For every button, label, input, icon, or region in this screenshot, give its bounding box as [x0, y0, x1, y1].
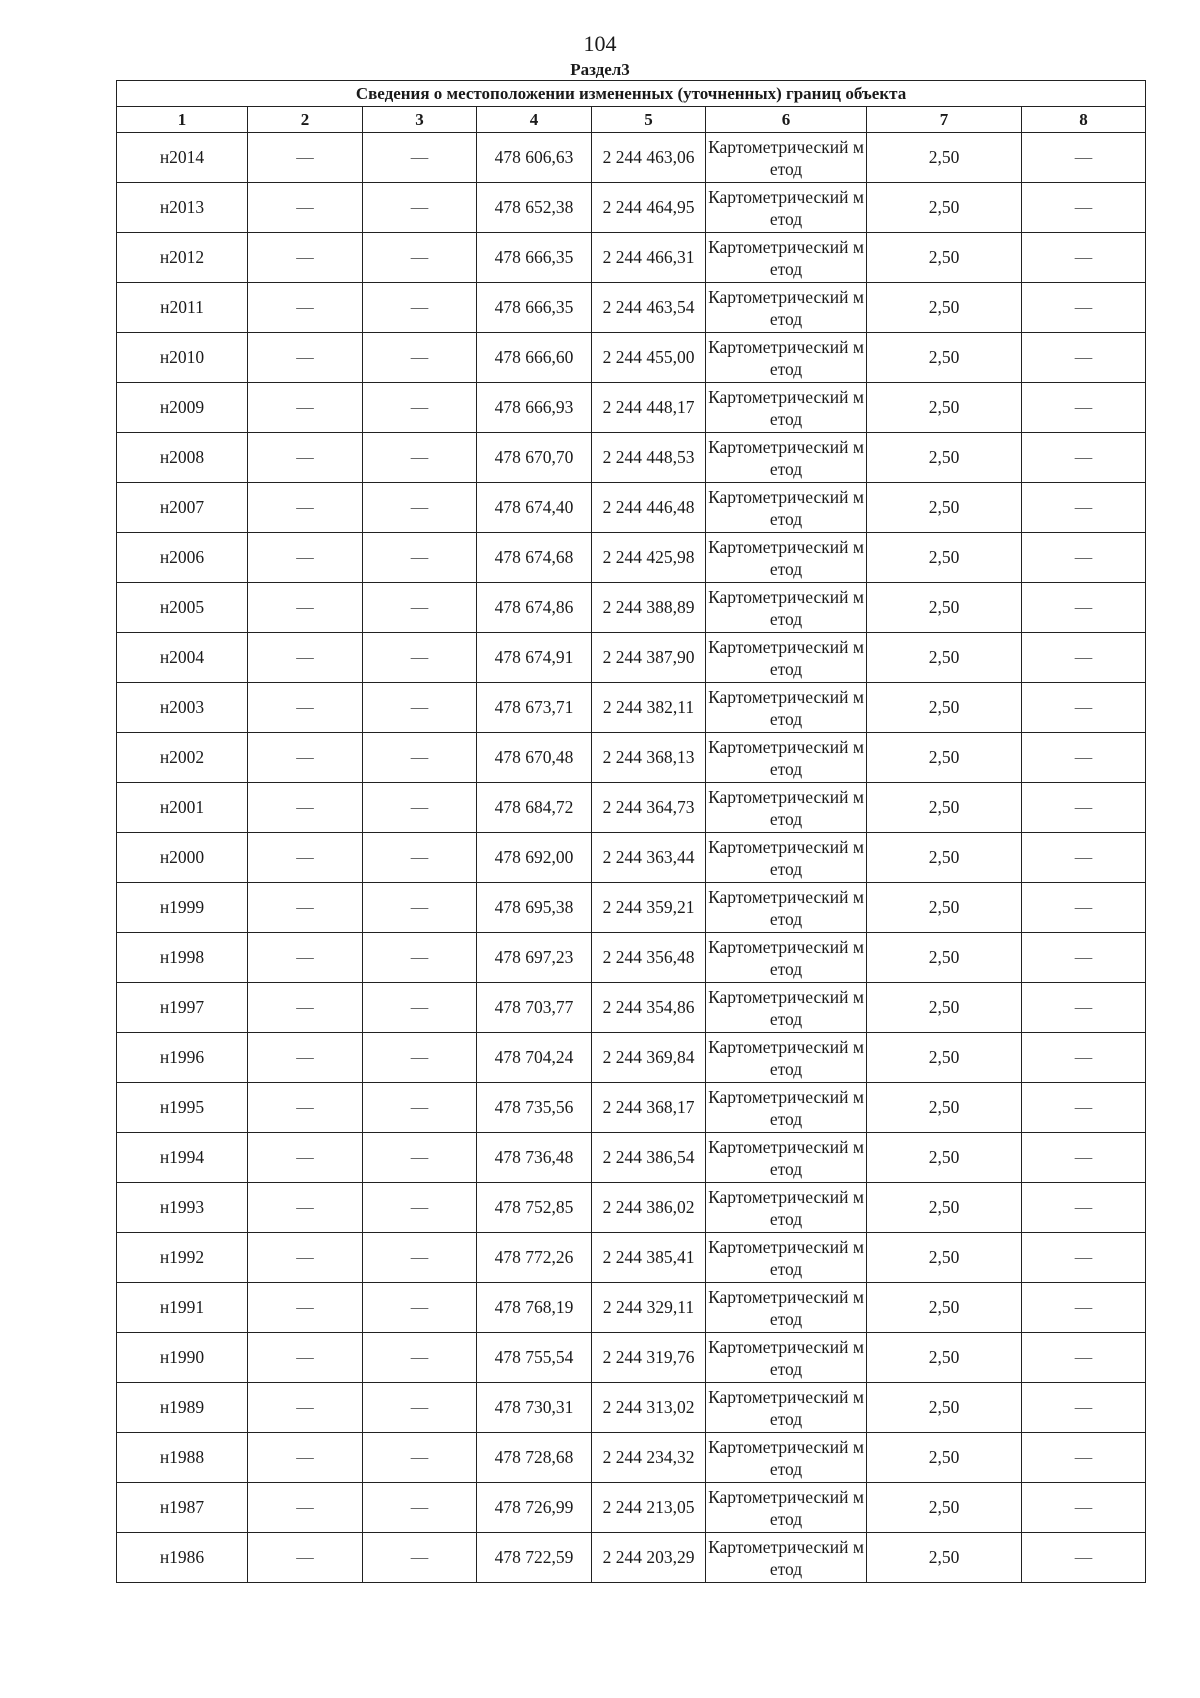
x-coordinate-cell: 478 670,70: [477, 433, 592, 483]
col8-cell: —: [1022, 1533, 1146, 1583]
x-coordinate-cell: 478 666,93: [477, 383, 592, 433]
col8-cell: —: [1022, 1483, 1146, 1533]
y-coordinate-cell: 2 244 234,32: [592, 1433, 706, 1483]
table-row: [117, 283, 1146, 333]
column-number-row: [117, 107, 1146, 133]
table-row: [117, 1133, 1146, 1183]
accuracy-cell: 2,50: [867, 383, 1022, 433]
point-name-cell: н2012: [117, 233, 248, 283]
col2-cell: —: [248, 1283, 363, 1333]
table-row: [117, 983, 1146, 1033]
y-coordinate-cell: 2 244 363,44: [592, 833, 706, 883]
col3-cell: —: [363, 1133, 477, 1183]
col3-cell: —: [363, 783, 477, 833]
col3-cell: —: [363, 233, 477, 283]
col8-cell: —: [1022, 833, 1146, 883]
x-coordinate-cell: 478 606,63: [477, 133, 592, 183]
col2-cell: —: [248, 833, 363, 883]
x-coordinate-cell: 478 736,48: [477, 1133, 592, 1183]
table-row: [117, 533, 1146, 583]
accuracy-cell: 2,50: [867, 133, 1022, 183]
y-coordinate-cell: 2 244 356,48: [592, 933, 706, 983]
col3-cell: —: [363, 483, 477, 533]
col3-cell: —: [363, 983, 477, 1033]
x-coordinate-cell: 478 752,85: [477, 1183, 592, 1233]
col3-cell: —: [363, 883, 477, 933]
col3-cell: —: [363, 333, 477, 383]
method-cell: Картометрический метод: [706, 1533, 867, 1583]
method-cell: Картометрический метод: [706, 533, 867, 583]
table-row: [117, 483, 1146, 533]
point-name-cell: н2007: [117, 483, 248, 533]
col3-cell: —: [363, 283, 477, 333]
y-coordinate-cell: 2 244 329,11: [592, 1283, 706, 1333]
col3-cell: —: [363, 1333, 477, 1383]
col3-cell: —: [363, 183, 477, 233]
table-row: [117, 233, 1146, 283]
col2-cell: —: [248, 1433, 363, 1483]
col3-cell: —: [363, 583, 477, 633]
method-cell: Картометрический метод: [706, 1333, 867, 1383]
col2-cell: —: [248, 1483, 363, 1533]
point-name-cell: н1992: [117, 1233, 248, 1283]
col8-cell: —: [1022, 1383, 1146, 1433]
method-cell: Картометрический метод: [706, 283, 867, 333]
col8-cell: —: [1022, 1233, 1146, 1283]
x-coordinate-cell: 478 684,72: [477, 783, 592, 833]
section-title: Раздел3: [570, 60, 630, 79]
method-cell: Картометрический метод: [706, 933, 867, 983]
table-row: [117, 183, 1146, 233]
y-coordinate-cell: 2 244 385,41: [592, 1233, 706, 1283]
col2-cell: —: [248, 733, 363, 783]
column-number: 8: [1022, 107, 1146, 133]
y-coordinate-cell: 2 244 448,17: [592, 383, 706, 433]
y-coordinate-cell: 2 244 388,89: [592, 583, 706, 633]
method-cell: Картометрический метод: [706, 133, 867, 183]
col2-cell: —: [248, 283, 363, 333]
point-name-cell: н1986: [117, 1533, 248, 1583]
col8-cell: —: [1022, 283, 1146, 333]
point-name-cell: н2008: [117, 433, 248, 483]
col8-cell: —: [1022, 1133, 1146, 1183]
col3-cell: —: [363, 1033, 477, 1083]
method-cell: Картометрический метод: [706, 783, 867, 833]
method-cell: Картометрический метод: [706, 333, 867, 383]
point-name-cell: н2013: [117, 183, 248, 233]
method-cell: Картометрический метод: [706, 833, 867, 883]
y-coordinate-cell: 2 244 354,86: [592, 983, 706, 1033]
y-coordinate-cell: 2 244 369,84: [592, 1033, 706, 1083]
col2-cell: —: [248, 133, 363, 183]
col2-cell: —: [248, 983, 363, 1033]
method-cell: Картометрический метод: [706, 683, 867, 733]
table-row: [117, 1433, 1146, 1483]
accuracy-cell: 2,50: [867, 1283, 1022, 1333]
y-coordinate-cell: 2 244 425,98: [592, 533, 706, 583]
column-number: 3: [363, 107, 477, 133]
col3-cell: —: [363, 1433, 477, 1483]
x-coordinate-cell: 478 703,77: [477, 983, 592, 1033]
col3-cell: —: [363, 833, 477, 883]
col8-cell: —: [1022, 1083, 1146, 1133]
x-coordinate-cell: 478 670,48: [477, 733, 592, 783]
table-row: [117, 683, 1146, 733]
method-cell: Картометрический метод: [706, 383, 867, 433]
col8-cell: —: [1022, 583, 1146, 633]
x-coordinate-cell: 478 735,56: [477, 1083, 592, 1133]
accuracy-cell: 2,50: [867, 1333, 1022, 1383]
y-coordinate-cell: 2 244 463,06: [592, 133, 706, 183]
table-row: [117, 1233, 1146, 1283]
col3-cell: —: [363, 1383, 477, 1433]
point-name-cell: н2003: [117, 683, 248, 733]
point-name-cell: н2005: [117, 583, 248, 633]
x-coordinate-cell: 478 666,35: [477, 233, 592, 283]
y-coordinate-cell: 2 244 364,73: [592, 783, 706, 833]
col8-cell: —: [1022, 983, 1146, 1033]
col8-cell: —: [1022, 883, 1146, 933]
col8-cell: —: [1022, 183, 1146, 233]
y-coordinate-cell: 2 244 463,54: [592, 283, 706, 333]
x-coordinate-cell: 478 674,40: [477, 483, 592, 533]
table-row: [117, 933, 1146, 983]
col8-cell: —: [1022, 1033, 1146, 1083]
table-row: [117, 1083, 1146, 1133]
point-name-cell: н1999: [117, 883, 248, 933]
column-number: 7: [867, 107, 1022, 133]
point-name-cell: н2014: [117, 133, 248, 183]
table-caption-row: [117, 81, 1146, 107]
col8-cell: —: [1022, 133, 1146, 183]
x-coordinate-cell: 478 674,86: [477, 583, 592, 633]
col3-cell: —: [363, 1483, 477, 1533]
accuracy-cell: 2,50: [867, 1533, 1022, 1583]
point-name-cell: н1997: [117, 983, 248, 1033]
point-name-cell: н2002: [117, 733, 248, 783]
method-cell: Картометрический метод: [706, 583, 867, 633]
table-row: [117, 333, 1146, 383]
col8-cell: —: [1022, 633, 1146, 683]
point-name-cell: н1993: [117, 1183, 248, 1233]
accuracy-cell: 2,50: [867, 783, 1022, 833]
method-cell: Картометрический метод: [706, 633, 867, 683]
x-coordinate-cell: 478 697,23: [477, 933, 592, 983]
point-name-cell: н2001: [117, 783, 248, 833]
accuracy-cell: 2,50: [867, 1483, 1022, 1533]
table-body: [117, 133, 1146, 1583]
accuracy-cell: 2,50: [867, 883, 1022, 933]
col2-cell: —: [248, 933, 363, 983]
table-row: [117, 633, 1146, 683]
col8-cell: —: [1022, 1333, 1146, 1383]
col2-cell: —: [248, 333, 363, 383]
col2-cell: —: [248, 683, 363, 733]
column-number: 2: [248, 107, 363, 133]
col3-cell: —: [363, 1183, 477, 1233]
col8-cell: —: [1022, 483, 1146, 533]
method-cell: Картометрический метод: [706, 1383, 867, 1433]
accuracy-cell: 2,50: [867, 933, 1022, 983]
method-cell: Картометрический метод: [706, 1233, 867, 1283]
col8-cell: —: [1022, 433, 1146, 483]
x-coordinate-cell: 478 652,38: [477, 183, 592, 233]
accuracy-cell: 2,50: [867, 333, 1022, 383]
y-coordinate-cell: 2 244 213,05: [592, 1483, 706, 1533]
col2-cell: —: [248, 583, 363, 633]
y-coordinate-cell: 2 244 448,53: [592, 433, 706, 483]
table-row: [117, 833, 1146, 883]
method-cell: Картометрический метод: [706, 183, 867, 233]
point-name-cell: н1991: [117, 1283, 248, 1333]
y-coordinate-cell: 2 244 359,21: [592, 883, 706, 933]
accuracy-cell: 2,50: [867, 433, 1022, 483]
col2-cell: —: [248, 1383, 363, 1433]
x-coordinate-cell: 478 695,38: [477, 883, 592, 933]
point-name-cell: н1994: [117, 1133, 248, 1183]
col2-cell: —: [248, 1333, 363, 1383]
col8-cell: —: [1022, 683, 1146, 733]
x-coordinate-cell: 478 704,24: [477, 1033, 592, 1083]
accuracy-cell: 2,50: [867, 533, 1022, 583]
table-row: [117, 1533, 1146, 1583]
table-row: [117, 733, 1146, 783]
column-number: 6: [706, 107, 867, 133]
point-name-cell: н2011: [117, 283, 248, 333]
col2-cell: —: [248, 233, 363, 283]
col8-cell: —: [1022, 383, 1146, 433]
method-cell: Картометрический метод: [706, 483, 867, 533]
y-coordinate-cell: 2 244 466,31: [592, 233, 706, 283]
method-cell: Картометрический метод: [706, 1433, 867, 1483]
accuracy-cell: 2,50: [867, 1083, 1022, 1133]
column-number: 1: [117, 107, 248, 133]
y-coordinate-cell: 2 244 203,29: [592, 1533, 706, 1583]
point-name-cell: н1998: [117, 933, 248, 983]
accuracy-cell: 2,50: [867, 283, 1022, 333]
x-coordinate-cell: 478 728,68: [477, 1433, 592, 1483]
col2-cell: —: [248, 533, 363, 583]
col8-cell: —: [1022, 1433, 1146, 1483]
col2-cell: —: [248, 1233, 363, 1283]
accuracy-cell: 2,50: [867, 1383, 1022, 1433]
table-row: [117, 1383, 1146, 1433]
table-row: [117, 1283, 1146, 1333]
col2-cell: —: [248, 1133, 363, 1183]
col3-cell: —: [363, 533, 477, 583]
col8-cell: —: [1022, 733, 1146, 783]
point-name-cell: н2006: [117, 533, 248, 583]
point-name-cell: н1996: [117, 1033, 248, 1083]
x-coordinate-cell: 478 666,60: [477, 333, 592, 383]
method-cell: Картометрический метод: [706, 1133, 867, 1183]
y-coordinate-cell: 2 244 319,76: [592, 1333, 706, 1383]
col3-cell: —: [363, 433, 477, 483]
col8-cell: —: [1022, 533, 1146, 583]
y-coordinate-cell: 2 244 386,02: [592, 1183, 706, 1233]
method-cell: Картометрический метод: [706, 1183, 867, 1233]
table-caption: Сведения о местоположении измененных (уточненных) границ объекта: [117, 81, 1146, 107]
y-coordinate-cell: 2 244 368,13: [592, 733, 706, 783]
x-coordinate-cell: 478 692,00: [477, 833, 592, 883]
x-coordinate-cell: 478 673,71: [477, 683, 592, 733]
col2-cell: —: [248, 883, 363, 933]
col2-cell: —: [248, 1533, 363, 1583]
col8-cell: —: [1022, 1283, 1146, 1333]
col2-cell: —: [248, 383, 363, 433]
accuracy-cell: 2,50: [867, 683, 1022, 733]
method-cell: Картометрический метод: [706, 1283, 867, 1333]
accuracy-cell: 2,50: [867, 733, 1022, 783]
table-row: [117, 1483, 1146, 1533]
col3-cell: —: [363, 1283, 477, 1333]
method-cell: Картометрический метод: [706, 733, 867, 783]
boundary-coordinates-table: [116, 80, 1146, 1583]
accuracy-cell: 2,50: [867, 583, 1022, 633]
col2-cell: —: [248, 1083, 363, 1133]
method-cell: Картометрический метод: [706, 233, 867, 283]
table-row: [117, 1333, 1146, 1383]
point-name-cell: н1995: [117, 1083, 248, 1133]
col8-cell: —: [1022, 233, 1146, 283]
col2-cell: —: [248, 183, 363, 233]
y-coordinate-cell: 2 244 455,00: [592, 333, 706, 383]
col2-cell: —: [248, 1183, 363, 1233]
point-name-cell: н1988: [117, 1433, 248, 1483]
y-coordinate-cell: 2 244 464,95: [592, 183, 706, 233]
x-coordinate-cell: 478 722,59: [477, 1533, 592, 1583]
accuracy-cell: 2,50: [867, 633, 1022, 683]
y-coordinate-cell: 2 244 313,02: [592, 1383, 706, 1433]
table-row: [117, 783, 1146, 833]
x-coordinate-cell: 478 772,26: [477, 1233, 592, 1283]
col2-cell: —: [248, 1033, 363, 1083]
point-name-cell: н2000: [117, 833, 248, 883]
accuracy-cell: 2,50: [867, 833, 1022, 883]
col2-cell: —: [248, 483, 363, 533]
table-row: [117, 433, 1146, 483]
accuracy-cell: 2,50: [867, 183, 1022, 233]
page-number: 104: [583, 31, 617, 56]
x-coordinate-cell: 478 768,19: [477, 1283, 592, 1333]
method-cell: Картометрический метод: [706, 1033, 867, 1083]
y-coordinate-cell: 2 244 382,11: [592, 683, 706, 733]
accuracy-cell: 2,50: [867, 983, 1022, 1033]
col3-cell: —: [363, 633, 477, 683]
x-coordinate-cell: 478 730,31: [477, 1383, 592, 1433]
x-coordinate-cell: 478 755,54: [477, 1333, 592, 1383]
col3-cell: —: [363, 383, 477, 433]
x-coordinate-cell: 478 666,35: [477, 283, 592, 333]
col8-cell: —: [1022, 333, 1146, 383]
column-number: 5: [592, 107, 706, 133]
x-coordinate-cell: 478 674,91: [477, 633, 592, 683]
point-name-cell: н2004: [117, 633, 248, 683]
table-row: [117, 883, 1146, 933]
point-name-cell: н1990: [117, 1333, 248, 1383]
accuracy-cell: 2,50: [867, 1183, 1022, 1233]
accuracy-cell: 2,50: [867, 233, 1022, 283]
table-row: [117, 1033, 1146, 1083]
table-row: [117, 383, 1146, 433]
point-name-cell: н1989: [117, 1383, 248, 1433]
point-name-cell: н2010: [117, 333, 248, 383]
y-coordinate-cell: 2 244 386,54: [592, 1133, 706, 1183]
method-cell: Картометрический метод: [706, 1483, 867, 1533]
col8-cell: —: [1022, 933, 1146, 983]
x-coordinate-cell: 478 726,99: [477, 1483, 592, 1533]
accuracy-cell: 2,50: [867, 1433, 1022, 1483]
method-cell: Картометрический метод: [706, 1083, 867, 1133]
col3-cell: —: [363, 733, 477, 783]
table-row: [117, 583, 1146, 633]
accuracy-cell: 2,50: [867, 1133, 1022, 1183]
col3-cell: —: [363, 1533, 477, 1583]
table-row: [117, 1183, 1146, 1233]
x-coordinate-cell: 478 674,68: [477, 533, 592, 583]
accuracy-cell: 2,50: [867, 483, 1022, 533]
column-number: 4: [477, 107, 592, 133]
accuracy-cell: 2,50: [867, 1233, 1022, 1283]
col2-cell: —: [248, 433, 363, 483]
col3-cell: —: [363, 1233, 477, 1283]
y-coordinate-cell: 2 244 446,48: [592, 483, 706, 533]
point-name-cell: н2009: [117, 383, 248, 433]
col3-cell: —: [363, 683, 477, 733]
col3-cell: —: [363, 1083, 477, 1133]
y-coordinate-cell: 2 244 368,17: [592, 1083, 706, 1133]
table-row: [117, 133, 1146, 183]
accuracy-cell: 2,50: [867, 1033, 1022, 1083]
point-name-cell: н1987: [117, 1483, 248, 1533]
method-cell: Картометрический метод: [706, 433, 867, 483]
y-coordinate-cell: 2 244 387,90: [592, 633, 706, 683]
method-cell: Картометрический метод: [706, 883, 867, 933]
col2-cell: —: [248, 783, 363, 833]
col8-cell: —: [1022, 1183, 1146, 1233]
col8-cell: —: [1022, 783, 1146, 833]
col2-cell: —: [248, 633, 363, 683]
col3-cell: —: [363, 133, 477, 183]
col3-cell: —: [363, 933, 477, 983]
method-cell: Картометрический метод: [706, 983, 867, 1033]
